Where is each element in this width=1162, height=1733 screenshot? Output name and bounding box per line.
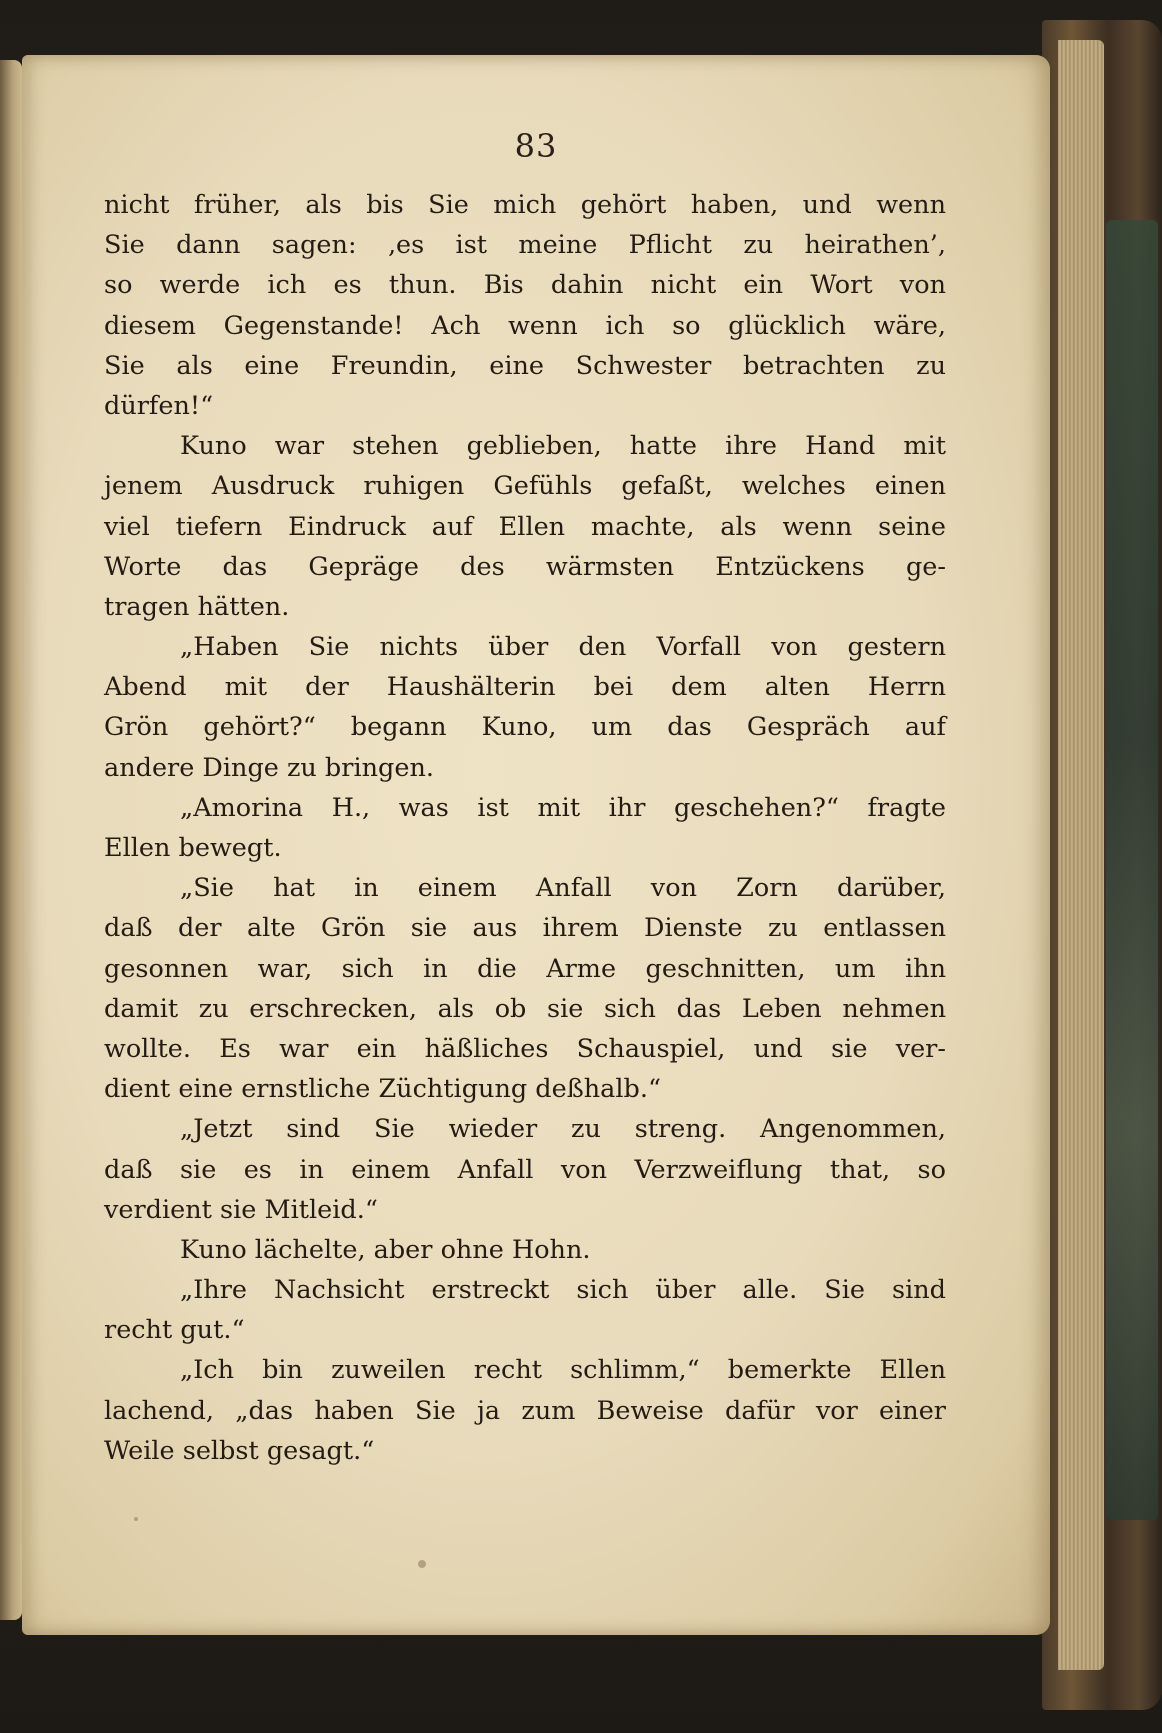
text-line: Ellen bewegt. xyxy=(104,833,282,863)
paper-speck xyxy=(134,1517,138,1521)
text-line: andere Dinge zu bringen. xyxy=(104,752,434,783)
page-number: 83 xyxy=(514,127,558,165)
text-line: dürfen!“ xyxy=(104,390,214,421)
text-line: „Jetzt sind Sie wieder zu streng. Angenommen, xyxy=(180,1114,946,1145)
text-line: lachend, „das haben Sie ja zum Beweise dafür vor einer xyxy=(104,1395,946,1426)
text-line: wollte. Es war ein häßliches Schauspiel, und sie ver- xyxy=(104,1033,946,1064)
text-line: „Ich bin zuweilen recht schlimm,“ bemerkte Ellen xyxy=(180,1355,946,1386)
text-line: Worte das Gepräge des wärmsten Entzückens ge- xyxy=(104,551,946,582)
text-line: „Sie hat in einem Anfall von Zorn darüber, xyxy=(180,873,946,904)
text-line: Kuno war stehen geblieben, hatte ihre Hand mit xyxy=(180,431,946,462)
text-line: „Haben Sie nichts über den Vorfall von gestern xyxy=(180,632,946,663)
text-line: viel tiefern Eindruck auf Ellen machte, als wenn seine xyxy=(104,511,946,542)
text-line: Abend mit der Haushälterin bei dem alten Herrn xyxy=(104,672,946,703)
text-line: Weile selbst gesagt.“ xyxy=(104,1435,375,1466)
text-line: Kuno lächelte, aber ohne Hohn. xyxy=(180,1234,591,1265)
paper-speck xyxy=(418,1560,426,1568)
text-line: daß der alte Grön sie aus ihrem Dienste zu entlassen xyxy=(104,913,946,944)
book-page xyxy=(22,55,1050,1635)
text-line: jenem Ausdruck ruhigen Gefühls gefaßt, welches einen xyxy=(104,471,946,502)
page-text xyxy=(104,185,946,1471)
text-line: damit zu erschrecken, als ob sie sich das Leben nehmen xyxy=(104,993,946,1024)
text-line: recht gut.“ xyxy=(104,1315,245,1346)
text-line: tragen hätten. xyxy=(104,591,290,622)
text-line: diesem Gegenstande! Ach wenn ich so glücklich wäre, xyxy=(104,310,946,341)
worn-cover-strip xyxy=(1106,220,1158,1520)
text-line: Sie als eine Freundin, eine Schwester betrachten zu xyxy=(104,350,946,381)
text-line: dient eine ernstliche Züchtigung deßhalb.“ xyxy=(104,1074,662,1105)
text-line: nicht früher, als bis Sie mich gehört haben, und wenn xyxy=(104,190,946,220)
page-stack-edge xyxy=(1058,40,1104,1670)
text-line: „Amorina H., was ist mit ihr geschehen?“ fragte xyxy=(180,792,946,823)
text-line: daß sie es in einem Anfall von Verzweiflung that, so xyxy=(104,1154,946,1185)
previous-page-edge xyxy=(0,60,22,1620)
text-line: Grön gehört?“ begann Kuno, um das Gespräch auf xyxy=(104,712,946,743)
text-line: so werde ich es thun. Bis dahin nicht ein Wort von xyxy=(104,270,946,301)
text-line: verdient sie Mitleid.“ xyxy=(104,1194,378,1225)
text-line: gesonnen war, sich in die Arme geschnitten, um ihn xyxy=(104,953,946,984)
text-line: Sie dann sagen: ‚es ist meine Pflicht zu heirathen’, xyxy=(104,230,946,261)
text-line: „Ihre Nachsicht erstreckt sich über alle. Sie sind xyxy=(180,1275,946,1306)
